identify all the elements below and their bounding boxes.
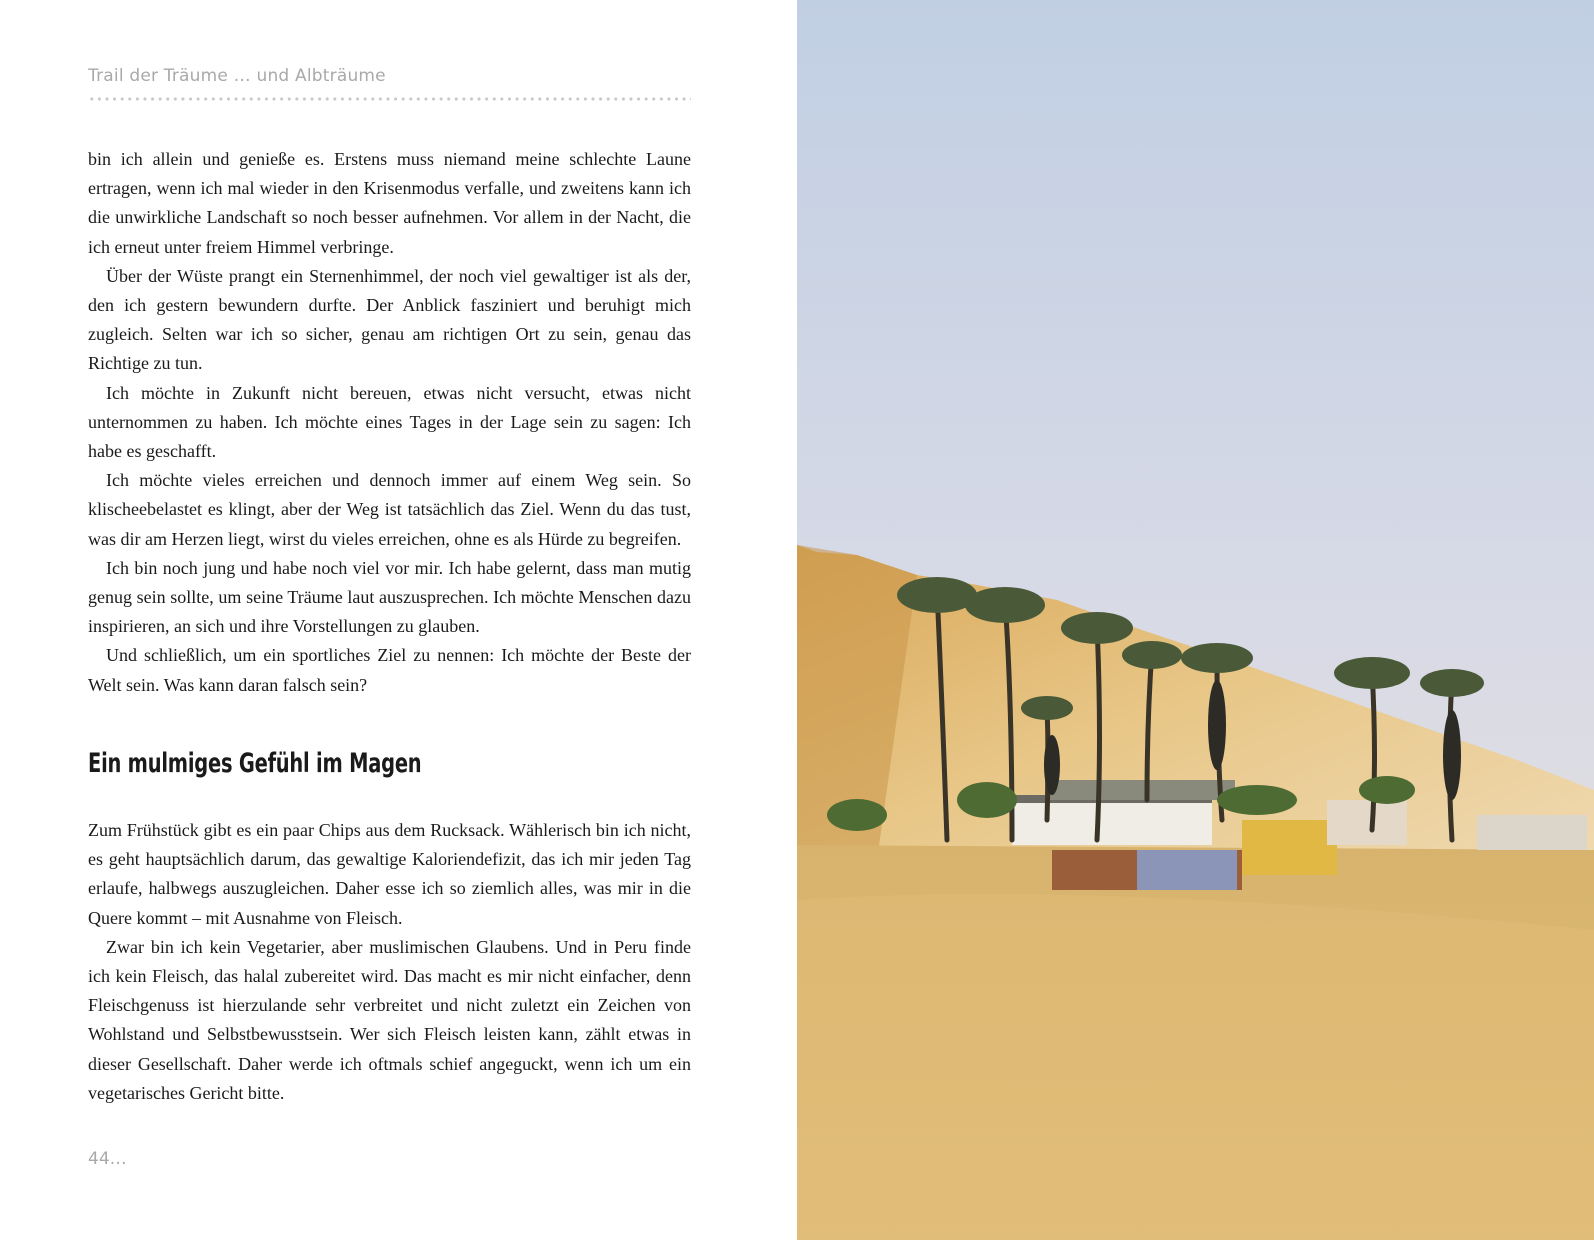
body-text-section-1: [88, 145, 691, 700]
desert-photo: [797, 0, 1594, 1240]
paragraph: Ich möchte vieles erreichen und dennoch immer auf einem Weg sein. So klischeebelastet es klingt, aber der Weg ist tatsächlich das Ziel. Wenn du das tust, was dir am Herzen liegt, wirst du vieles erreichen, ohne es als Hürde zu begreifen.: [88, 470, 691, 549]
paragraph: Ich möchte in Zukunft nicht bereuen, etwas nicht versucht, etwas nicht unternommen zu haben. Ich möchte eines Tages in der Lage sein zu sagen: Ich habe es geschafft.: [88, 382, 691, 462]
desert-landscape-image: [797, 0, 1594, 1240]
paragraph: bin ich allein und genieße es. Erstens muss niemand meine schlechte Laune ertragen, wenn ich mal wieder in den Krisenmodus verfalle, und zweitens kann ich die unwirkliche Landschaft so noch besser aufnehmen. Vor allem in der Nacht, die ich erneut unter freiem Himmel verbringe.: [88, 149, 691, 257]
dotted-rule: [88, 97, 691, 101]
section-heading: Ein mulmiges Gefühl im Magen: [88, 748, 422, 779]
paragraph: Über der Wüste prangt ein Sternenhimmel, der noch viel gewaltiger ist als der, den ich gestern bewundern durfte. Der Anblick fasziniert und beruhigt mich zugleich. Selten war ich so sicher, genau am richtigen Ort zu sein, genau das Richtige zu tun.: [88, 265, 691, 374]
paragraph: Ich bin noch jung und habe noch viel vor mir. Ich habe gelernt, dass man mutig genug sein sollte, um seine Träume laut auszusprechen. Ich möchte Menschen dazu inspirieren, an sich und ihre Vorstellungen zu glauben.: [88, 557, 691, 637]
paragraph: Zwar bin ich kein Vegetarier, aber muslimischen Glaubens. Und in Peru finde ich kein Fleisch, das halal zubereitet wird. Das macht es mir nicht einfacher, denn Fleischgenuss ist hierzulande sehr verbreitet und nicht zuletzt ein Zeichen von Wohlstand und Selbstbewusstsein. Wer sich Fleisch leisten kann, zählt etwas in dieser Gesellschaft. Daher werde ich oftmals schief angeguckt, wenn ich um ein vegetarisches Gericht bitte.: [88, 936, 691, 1103]
running-head: Trail der Träume … und Albträume: [88, 66, 386, 86]
body-text-section-2: [88, 816, 691, 1108]
page-number: 44…: [88, 1149, 127, 1169]
paragraph: Und schließlich, um ein sportliches Ziel zu nennen: Ich möchte der Beste der Welt sein. Was kann daran falsch sein?: [88, 645, 691, 695]
paragraph: Zum Frühstück gibt es ein paar Chips aus dem Rucksack. Wählerisch bin ich nicht, es geht hauptsächlich darum, das gewaltige Kaloriendefizit, das ich mir jeden Tag erlaufe, halbwegs auszugleichen. Daher esse ich so ziemlich alles, was mir in die Quere kommt – mit Ausnahme von Fleisch.: [88, 820, 691, 928]
